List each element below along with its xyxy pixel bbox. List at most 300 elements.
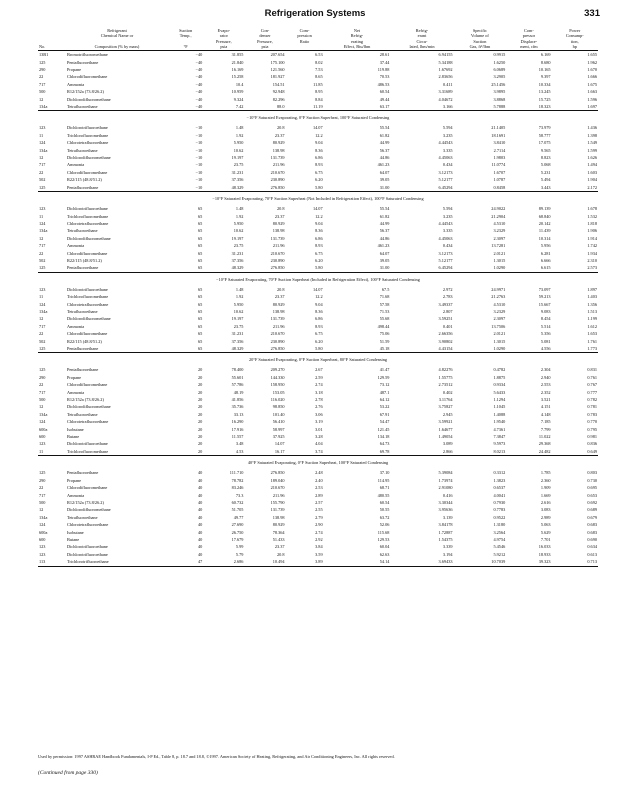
table-cell: 2.172 [587,184,597,190]
table-row [38,418,598,425]
refrigerant-number: 12 [39,235,44,241]
table-cell: 2.807 [442,308,453,314]
table-cell: 211.96 [272,492,285,498]
table-row [38,323,598,330]
table-cell: 5.7888 [493,104,506,110]
running-title: Refrigeration Systems [264,8,366,19]
refrigerant-number: 12 [39,96,44,102]
table-cell: 6.20 [315,338,323,344]
table-cell: 2.40 [315,477,323,483]
table-cell: 0.690 [587,536,597,542]
table-cell: 1.599 [587,147,597,153]
table-cell: 129.53 [377,536,390,542]
table-row [38,51,598,59]
table-cell: 37.356 [231,257,244,263]
refrigerant-number: 123 [39,544,46,550]
table-section [38,456,598,566]
table-cell: 4.44543 [438,220,453,226]
table-cell: 3.69433 [438,559,453,565]
table-cell: 20 [198,397,203,403]
refrigerant-number: 22 [39,331,44,337]
table-cell: 3.90802 [438,338,453,344]
refrigerant-name: Dichlorodifluoromethane [67,316,111,322]
table-cell: 12.2 [315,132,323,138]
table-cell: 48.329 [231,265,244,271]
table-cell: 1.3015 [493,257,506,263]
refrigerant-number: 717 [39,81,46,87]
table-cell: 3.59921 [438,419,453,425]
refrigerant-name: Butane [67,434,80,440]
table-cell: 4.44543 [438,140,453,146]
table-cell: 2.48 [315,470,323,476]
table-cell: 51.433 [272,536,285,542]
table-cell: 486.53 [377,81,390,87]
table-cell: 12.2 [315,294,323,300]
table-cell: 73.3 [235,492,244,498]
table-cell: 39.323 [538,559,551,565]
table-cell: 88.0 [277,104,285,110]
table-cell: 80.929 [272,301,285,307]
table-cell: 48.329 [231,184,244,190]
table-cell: 7.3847 [493,434,506,440]
refrigerant-number: 11 [39,294,44,300]
refrigerant-number: 11 [39,448,44,454]
table-row [38,81,598,88]
table-cell: 4.45063 [438,155,453,161]
table-cell: 65 [198,323,203,329]
table-row [38,176,598,183]
table-cell: 49.77 [233,514,244,520]
table-cell: 8.65 [315,74,323,80]
column-header: Volume of [470,33,489,39]
table-cell: 8.823 [540,155,551,161]
refrigerant-name: Propane [67,374,82,380]
table-cell: 10.494 [272,559,285,565]
table-cell: 4.556 [540,346,551,351]
column-header: Suction [179,28,193,33]
table-cell: 57.58 [379,301,390,307]
refrigerant-number: 13B1 [39,52,49,58]
table-cell: 101.40 [272,411,285,417]
table-row [38,448,598,456]
table-cell: 16.290 [231,419,244,425]
table-cell: 3.59 [315,551,323,557]
table-cell: 20 [198,374,203,380]
table-cell: 60.04 [379,544,390,550]
refrigerant-name: Chlorodifluoromethane [67,169,108,175]
table-row [38,308,598,315]
table-cell: 40 [198,529,203,535]
table-cell: 57.786 [231,382,244,388]
refrigerant-number: 500 [39,397,46,403]
table-cell: 1.48 [235,286,244,292]
table-cell: 5.6433 [493,389,506,395]
table-row [38,433,598,440]
table-cell: 4.04672 [438,96,453,102]
table-row [38,521,598,528]
refrigerant-number: 125 [39,265,46,271]
section-title: −10°F Saturated Evaporating, 70°F Suction Superheat (Included in Refrigeration Effect), 100°F Saturated Condensing [38,272,598,286]
table-cell: 7.42 [235,104,244,110]
table-cell: 0.770 [587,419,597,425]
refrigerant-number: 123 [39,551,46,557]
table-row [38,426,598,433]
table-cell: 5.068 [540,162,551,168]
table-cell: 114.95 [377,477,390,483]
table-cell: 3.75827 [438,404,453,410]
table-cell: 8.93 [315,162,323,168]
table-cell: 20.8 [277,286,285,292]
table-cell: 9.04 [315,140,323,146]
table-cell: 5.950 [233,301,244,307]
table-cell: 1.663 [587,89,597,95]
table-cell: 23.75 [233,243,244,249]
table-section [38,272,598,353]
table-cell: 21.1405 [491,125,506,131]
table-cell: 19.197 [231,235,244,241]
table-cell: −10 [195,162,203,168]
refrigerant-name: Pentafluoroethane [67,346,99,351]
table-cell: 5.956 [540,243,551,249]
table-cell: 5.356 [540,331,551,337]
table-cell: 5.594 [442,206,453,212]
table-cell: 31.231 [231,169,244,175]
refrigerant-name: Trichlorotrifluoroethane [67,559,109,565]
table-row [38,293,598,300]
table-row [38,381,598,388]
table-cell: 24.482 [538,448,551,454]
refrigerant-name: Pentafluoroethane [67,184,99,190]
table-cell: 20 [198,426,203,432]
table-cell: 0.679 [587,514,597,520]
table-cell: 1.653 [587,331,597,337]
table-cell: 23.75 [233,162,244,168]
table-cell: 1.532 [587,213,597,219]
table-cell: 8.93 [315,243,323,249]
table-cell: 2.783 [442,294,453,300]
table-cell: 25.1456 [491,81,506,87]
refrigerant-name: Dichlorodifluoromethane [67,235,111,241]
refrigerant-name: Tetrafluoroethane [67,104,98,110]
table-cell: 5.79 [235,551,244,557]
table-section [38,192,598,273]
table-cell: 121.45 [377,426,390,432]
table-cell: 209.270 [270,367,285,373]
table-cell: 14.07 [274,441,285,447]
refrigerant-number: 717 [39,492,46,498]
table-cell: 0.683 [587,529,597,535]
table-cell: 3.2329 [493,308,506,314]
table-cell: 211.96 [272,323,285,329]
table-cell: 0.9522 [493,514,506,520]
refrigerant-name: Trichlorofluoromethane [67,132,109,138]
table-row [38,154,598,161]
table-cell: 0.401 [442,323,453,329]
table-cell: 2.74 [315,529,323,535]
table-cell: 1.92 [235,294,244,300]
table-row [38,514,598,521]
table-cell: 71.53 [379,308,390,314]
table-cell: 3.235 [442,213,453,219]
refrigerant-name: Dichlorotrifluoroethane [67,125,108,131]
refrigerant-number: 123 [39,441,46,447]
table-cell: 6.75 [315,331,323,337]
continued-note: (Continued from page 330) [38,770,98,776]
table-cell: 131.739 [270,507,285,513]
table-cell: 0.6537 [493,485,506,491]
column-header: No. [38,44,66,51]
refrigerant-number: 123 [39,206,46,212]
table-cell: 155.790 [270,499,285,505]
table-cell: 37.356 [231,177,244,183]
column-header: psia [244,44,285,51]
table-cell: 49.44 [379,96,390,102]
table-cell: 8.95 [315,89,323,95]
table-cell: 121.560 [270,67,285,72]
refrigerant-number: 502 [39,338,46,344]
table-cell: 2.55 [315,507,323,513]
table-cell: 3.30344 [438,499,453,505]
table-cell: 6.20 [315,257,323,263]
table-cell: 6.45294 [438,184,453,190]
refrigerant-name: Propane [67,67,82,72]
table-cell: 65 [198,338,203,344]
refrigerant-name: Pentafluoroethane [67,367,99,373]
table-cell: 1.1294 [493,397,506,403]
table-row [38,250,598,257]
table-cell: 82.296 [272,96,285,102]
table-cell: 6.0689 [493,67,506,72]
table-cell: 8.93 [315,323,323,329]
table-cell: 39.05 [379,257,390,263]
table-cell: 131.739 [270,155,285,161]
table-cell: 8.454 [540,316,551,322]
refrigerant-name: R12/152a (73.8/26.2) [67,397,104,403]
table-cell: 1.761 [587,338,597,344]
column-header: Consump- [565,33,584,39]
table-cell: −40 [195,59,203,65]
column-header: Displace- [520,38,538,44]
table-cell: 5.12177 [438,177,453,183]
table-cell: 9.04 [315,220,323,226]
table-cell: 8.02 [315,59,323,65]
table-cell: 39.05 [379,177,390,183]
table-cell: 48.19 [233,389,244,395]
table-cell: 80.929 [272,220,285,226]
table-row [38,59,598,66]
table-cell: 14.07 [312,125,323,131]
table-cell: 0.8458 [493,184,506,190]
table-section [38,111,598,192]
table-cell: 24.9022 [491,206,506,212]
table-cell: 1.55775 [438,374,453,380]
table-cell: 47 [198,559,203,565]
table-cell: 24.9971 [491,286,506,292]
table-cell: 21.2904 [491,213,506,219]
refrigerant-number: 717 [39,323,46,329]
table-cell: 15.667 [538,301,551,307]
table-cell: 16.17 [274,448,285,454]
table-row [38,220,598,227]
refrigerant-name: Dichlorotrifluoroethane [67,544,108,550]
refrigerant-name: Dichlorotrifluoroethane [67,441,108,447]
table-cell: 11.85 [313,81,323,87]
table-cell: 40 [198,485,203,491]
refrigerant-name: R22/115 (48.8/51.2) [67,177,102,183]
table-row [38,147,598,154]
table-cell: 61.82 [379,132,390,138]
table-cell: −10 [195,177,203,183]
refrigerant-name: Tetrafluoroethane [67,411,98,417]
table-cell: 60.732 [231,499,244,505]
table-cell: 44.99 [379,140,390,146]
table-cell: 78.782 [231,477,244,483]
table-cell: 21.2763 [491,294,506,300]
table-cell: 8.36 [315,147,323,153]
table-cell: 2.59 [315,374,323,380]
refrigerant-number: 290 [39,67,46,72]
column-header: Evapo- [217,28,231,33]
refrigerant-performance-table [38,28,598,569]
refrigerant-number: 125 [39,346,46,351]
table-cell: 138.98 [272,228,285,234]
table-cell: 3.235 [442,132,453,138]
table-cell: −10 [195,155,203,161]
table-cell: 153.05 [272,389,285,395]
table-cell: 55.601 [231,374,244,380]
header-row [38,44,598,51]
table-cell: 461.23 [377,243,390,249]
table-cell: 2.89 [315,492,323,498]
table-cell: 80.929 [272,140,285,146]
table-cell: 6.20 [315,177,323,183]
table-cell: 71.68 [379,294,390,300]
table-cell: 53.22 [379,404,390,410]
refrigerant-number: 124 [39,301,46,307]
table-cell: 67.5 [381,286,390,292]
column-header: Temp., [179,33,192,39]
table-cell: 10.314 [538,235,551,241]
table-row [38,529,598,536]
table-cell: 23.37 [274,294,285,300]
table-cell: 5.494 [540,177,551,183]
table-cell: 2.352 [540,389,551,395]
refrigerant-name: Ammonia [67,162,85,168]
table-cell: 58.997 [272,426,285,432]
table-cell: 80.929 [272,522,285,528]
refrigerant-name: Ammonia [67,492,85,498]
table-cell: 2.573 [587,265,597,271]
table-cell: 210.670 [270,250,285,256]
column-header: Con- [260,28,270,33]
table-cell: 2.53 [315,485,323,491]
table-cell: 1.3015 [493,338,506,344]
table-cell: 6.75 [315,250,323,256]
table-row [38,242,598,249]
table-cell: 276.850 [270,470,285,476]
refrigerant-number: 600a [39,529,48,535]
refrigerant-number: 22 [39,382,44,388]
table-cell: 65 [198,235,203,241]
refrigerant-name: Pentafluoroethane [67,265,99,271]
table-cell: 20 [198,367,203,373]
table-cell: 3.12173 [438,250,453,256]
table-cell: −10 [195,125,203,131]
table-cell: 0.981 [587,434,597,440]
table-cell: 3.48 [235,441,244,447]
table-cell: 4.45063 [438,235,453,241]
table-cell: 2.91080 [438,485,453,491]
table-row [38,330,598,337]
table-cell: 3.8868 [493,96,506,102]
table-cell: 52.06 [379,522,390,528]
table-cell: 68.71 [379,485,390,491]
table-cell: 230.890 [270,177,285,183]
table-cell: 31.855 [231,52,244,58]
table-cell: 56.410 [272,419,285,425]
table-cell: 1.906 [587,228,597,234]
table-cell: 65 [198,316,203,322]
table-cell: 1.914 [587,235,597,241]
table-cell: 6.75 [315,169,323,175]
table-cell: 2.304 [540,367,551,373]
table-cell: 56.37 [379,228,390,234]
table-cell: 6.666 [540,257,551,263]
refrigerant-name: Tetrafluoroethane [67,228,98,234]
table-cell: 3.12173 [438,169,453,175]
table-cell: 2.940 [540,374,551,380]
table-cell: 0.7930 [493,499,506,505]
table-cell: 9.083 [540,308,551,314]
table-cell: 1.494 [587,162,597,168]
table-cell: 0.695 [587,485,597,491]
table-cell: 44.86 [379,155,390,161]
table-cell: 1.818 [587,220,597,226]
table-cell: 5.80 [315,265,323,271]
table-cell: 3.84 [315,544,323,550]
table-cell: 9.5973 [493,441,506,447]
table-cell: 3.59251 [438,316,453,322]
refrigerant-number: 134a [39,308,48,314]
table-cell: 29.368 [538,441,551,447]
table-cell: 4.0041 [493,492,506,498]
table-cell: 26.750 [231,529,244,535]
table-cell: 4.82276 [438,367,453,373]
table-cell: 44.86 [379,235,390,241]
table-row [38,227,598,234]
table-cell: 2.616 [540,499,551,505]
table-row [38,184,598,192]
table-cell: 3.11764 [438,397,453,403]
table-cell: 1.48 [235,125,244,131]
table-cell: 78.364 [272,529,285,535]
table-cell: 5.34188 [438,59,453,65]
table-cell: 0.777 [587,389,597,395]
table-cell: 3.139 [442,514,453,520]
table-row [38,213,598,220]
table-cell: 3.339 [442,544,453,550]
table-cell: 65 [198,346,203,351]
table-cell: 1.962 [587,59,597,65]
table-cell: 64.73 [379,441,390,447]
table-cell: 1.398 [587,132,597,138]
table-cell: 0.3312 [493,470,506,476]
table-cell: 1.666 [587,74,597,80]
table-cell: 0.634 [587,544,597,550]
table-cell: 1.934 [587,250,597,256]
table-cell: 1.773 [587,346,597,351]
table-cell: 5.9212 [493,551,506,557]
